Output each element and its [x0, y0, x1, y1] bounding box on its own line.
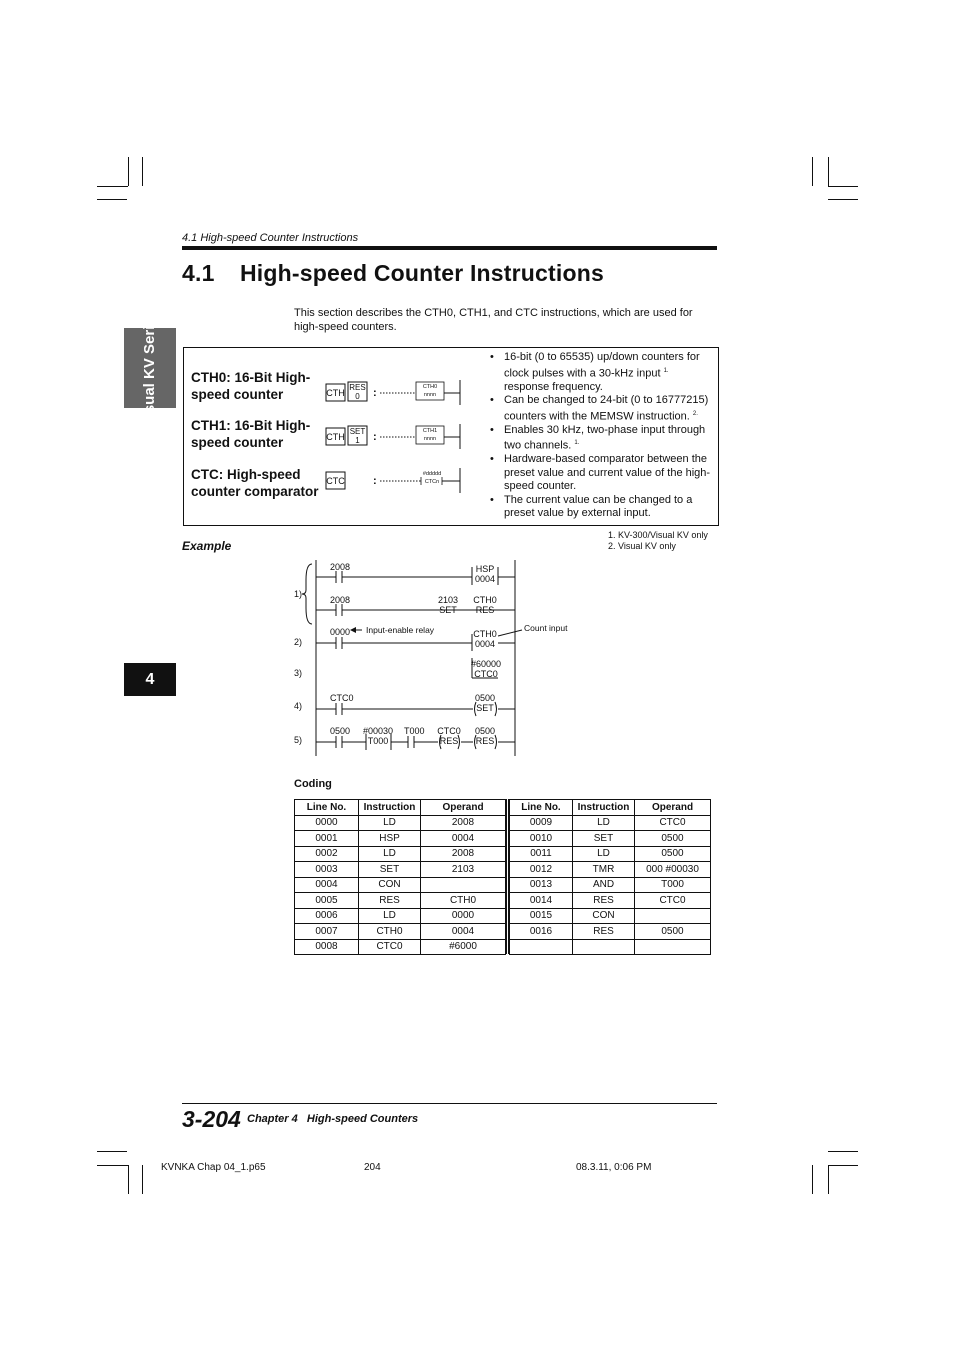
- cth1-sub-bottom: 1: [355, 436, 360, 445]
- coding-table-left: [294, 799, 506, 955]
- footnote-2: 2. Visual KV only: [608, 541, 676, 551]
- table-cell: 0002: [295, 846, 359, 862]
- table-cell: CTC0: [359, 939, 421, 955]
- feature-list: [490, 351, 716, 521]
- r5-coil-bottom: SET: [476, 703, 494, 713]
- table-cell: [421, 877, 506, 893]
- r5-coil-top: 0500: [474, 693, 496, 703]
- ctc-dest-top: #ddddd: [422, 471, 442, 477]
- table-cell: 0014: [510, 893, 573, 909]
- table-row: [510, 877, 711, 893]
- page-title: [182, 260, 604, 287]
- table-cell: 0000: [295, 815, 359, 831]
- table-cell: 2008: [421, 815, 506, 831]
- table-row: [295, 846, 506, 862]
- table-cell: RES: [573, 893, 635, 909]
- header-line-no: Line No.: [295, 800, 359, 816]
- r2-set: SET: [439, 605, 457, 615]
- r4-top: #60000: [470, 659, 502, 669]
- table-cell: TMR: [573, 862, 635, 878]
- table-header-row: [295, 800, 506, 816]
- table-cell: LD: [359, 908, 421, 924]
- header-operand: Operand: [635, 800, 711, 816]
- svg-text::: :: [373, 475, 377, 487]
- cth0-box-label: CTH: [326, 388, 345, 398]
- table-cell: SET: [573, 831, 635, 847]
- cth1-name: CTH1: 16-Bit High-speed counter: [191, 418, 311, 450]
- table-row: [295, 862, 506, 878]
- r6-res2-top: 0500: [474, 726, 496, 736]
- feature-item: • Enables 30 kHz, two-phase input through two channels. $^{1.}$: [490, 424, 716, 454]
- r2-contact-1: 2008: [330, 595, 351, 605]
- table-row: [510, 815, 711, 831]
- ctc-name: CTC: High-speed counter comparator: [191, 467, 319, 499]
- table-cell: 2008: [421, 846, 506, 862]
- rung-label-4: 4): [294, 701, 303, 711]
- print-date: 08.3.11, 0:06 PM: [576, 1162, 652, 1173]
- cth1-dest-bottom: nnnn: [423, 436, 437, 442]
- example-label: Example: [182, 539, 232, 553]
- r2-coil-bottom: RES: [475, 605, 495, 615]
- table-row: [510, 924, 711, 940]
- table-cell: 0500: [635, 846, 711, 862]
- table-cell: 0001: [295, 831, 359, 847]
- chapter-footer: Chapter 4 High-speed Counters: [247, 1113, 419, 1125]
- table-row: [510, 908, 711, 924]
- table-cell: CTC0: [635, 815, 711, 831]
- coding-table-right: [509, 799, 711, 955]
- table-row: [510, 831, 711, 847]
- r5-contact: CTC0: [330, 693, 354, 703]
- section-title: High-speed Counter Instructions: [240, 260, 604, 286]
- ctc-dest-bottom: CTCn: [424, 479, 440, 485]
- r6-tmr-bottom: T000: [367, 736, 389, 746]
- header-instruction: Instruction: [573, 800, 635, 816]
- chapter-tab: 4: [124, 663, 176, 696]
- table-row: [295, 815, 506, 831]
- page-number: 3-204: [182, 1106, 241, 1132]
- table-cell: 0500: [635, 924, 711, 940]
- cth1-sub-top: SET: [349, 427, 366, 436]
- table-cell: 0016: [510, 924, 573, 940]
- table-cell: [635, 939, 711, 955]
- series-side-tab: [124, 308, 176, 428]
- rung-label-3: 3): [294, 668, 303, 678]
- table-cell: 2103: [421, 862, 506, 878]
- table-row: [510, 939, 711, 955]
- table-cell: CTC0: [635, 893, 711, 909]
- table-cell: 0004: [421, 831, 506, 847]
- r3-coil-bottom: 0004: [474, 639, 496, 649]
- r6-res1-bottom: RES: [439, 736, 459, 746]
- r3-note: Input-enable relay: [366, 625, 435, 635]
- table-cell: 0008: [295, 939, 359, 955]
- cth0-sub-top: RES: [349, 383, 366, 392]
- table-cell: 0009: [510, 815, 573, 831]
- table-cell: T000: [635, 877, 711, 893]
- table-row: [295, 893, 506, 909]
- table-cell: AND: [573, 877, 635, 893]
- footnotes: [608, 530, 708, 552]
- table-row: [295, 924, 506, 940]
- table-row: [295, 939, 506, 955]
- table-cell: CTH0: [421, 893, 506, 909]
- r3-coil-top: CTH0: [473, 629, 497, 639]
- svg-text::: :: [373, 431, 377, 443]
- table-row: [295, 877, 506, 893]
- feature-item: • Can be changed to 24-bit (0 to 16777215) counters with the MEMSW instruction. $^{2.}$: [490, 394, 716, 424]
- count-input-label: Count input: [524, 623, 568, 633]
- cth0-name: CTH0: 16-Bit High-speed counter: [191, 370, 311, 402]
- table-cell: RES: [573, 924, 635, 940]
- table-cell: RES: [359, 893, 421, 909]
- r2-coil-top: CTH0: [473, 595, 497, 605]
- table-header-row: [510, 800, 711, 816]
- table-row: [510, 846, 711, 862]
- ladder-diagram: [286, 556, 586, 762]
- cth1-box-label: CTH: [326, 432, 345, 442]
- table-cell: 0005: [295, 893, 359, 909]
- r3-contact: 0000: [330, 627, 351, 637]
- intro-paragraph: This section describes the CTH0, CTH1, and CTC instructions, which are used for high-speed counters.: [294, 307, 693, 333]
- table-cell: SET: [359, 862, 421, 878]
- table-cell: 0013: [510, 877, 573, 893]
- table-cell: 0004: [295, 877, 359, 893]
- section-number: 4.1: [182, 260, 215, 286]
- table-cell: [510, 939, 573, 955]
- table-cell: 0011: [510, 846, 573, 862]
- table-row: [510, 862, 711, 878]
- feature-item: • Hardware-based comparator between the preset value and current value of the high-speed counter.: [490, 453, 716, 494]
- table-cell: LD: [359, 846, 421, 862]
- header-instruction: Instruction: [359, 800, 421, 816]
- table-cell: #6000: [421, 939, 506, 955]
- r1-coil-bottom: 0004: [474, 574, 496, 584]
- table-cell: [573, 939, 635, 955]
- table-cell: HSP: [359, 831, 421, 847]
- file-name: KVNKA Chap 04_1.p65: [161, 1162, 266, 1173]
- header-line-no: Line No.: [510, 800, 573, 816]
- table-cell: CTH0: [359, 924, 421, 940]
- feature-item: • 16-bit (0 to 65535) up/down counters for clock pulses with a 30-kHz input $^{1.}$ response frequency.: [490, 351, 716, 394]
- series-label: Visual KV Series: [141, 308, 158, 428]
- table-cell: 0012: [510, 862, 573, 878]
- table-row: [510, 893, 711, 909]
- table-cell: 000 #00030: [635, 862, 711, 878]
- rung-label-5: 5): [294, 735, 303, 745]
- table-cell: 0003: [295, 862, 359, 878]
- table-cell: LD: [573, 815, 635, 831]
- print-page: 204: [364, 1162, 381, 1173]
- rung-label-1: 1): [294, 589, 303, 599]
- footnote-1: 1. KV-300/Visual KV only: [608, 530, 708, 540]
- r6-contact-1: 0500: [330, 726, 351, 736]
- header-operand: Operand: [421, 800, 506, 816]
- table-cell: 0500: [635, 831, 711, 847]
- table-cell: CON: [359, 877, 421, 893]
- coding-label: Coding: [294, 778, 332, 790]
- table-cell: 0010: [510, 831, 573, 847]
- table-cell: 0000: [421, 908, 506, 924]
- r2-contact-2: 2103: [437, 595, 459, 605]
- table-divider: [506, 799, 509, 954]
- cth0-dest-bottom: nnnn: [423, 392, 437, 398]
- table-cell: CON: [573, 908, 635, 924]
- rung-label-2: 2): [294, 637, 303, 647]
- r4-bottom: CTC0: [474, 669, 498, 679]
- table-cell: 0007: [295, 924, 359, 940]
- footer-rule: [182, 1103, 717, 1104]
- table-cell: 0004: [421, 924, 506, 940]
- table-cell: 0006: [295, 908, 359, 924]
- header-rule: [182, 246, 717, 250]
- svg-text::: :: [373, 387, 377, 399]
- r1-coil-top: HSP: [475, 564, 495, 574]
- ctc-box-label: CTC: [326, 476, 345, 486]
- cth1-dest-top: CTH1: [422, 428, 438, 434]
- feature-item: • The current value can be changed to a preset value by external input.: [490, 494, 716, 521]
- table-cell: [635, 908, 711, 924]
- r6-contact-2: T000: [404, 726, 425, 736]
- table-cell: LD: [573, 846, 635, 862]
- table-row: [295, 908, 506, 924]
- table-cell: 0015: [510, 908, 573, 924]
- cth0-sub-bottom: 0: [355, 392, 360, 401]
- instruction-symbols: [320, 375, 470, 500]
- cth0-dest-top: CTH0: [422, 384, 438, 390]
- r6-tmr-top: #00030: [362, 726, 394, 736]
- r6-res2-bottom: RES: [475, 736, 495, 746]
- r1-contact: 2008: [330, 562, 351, 572]
- running-header: 4.1 High-speed Counter Instructions: [182, 232, 359, 244]
- table-row: [295, 831, 506, 847]
- r6-res1-top: CTC0: [437, 726, 461, 736]
- table-cell: LD: [359, 815, 421, 831]
